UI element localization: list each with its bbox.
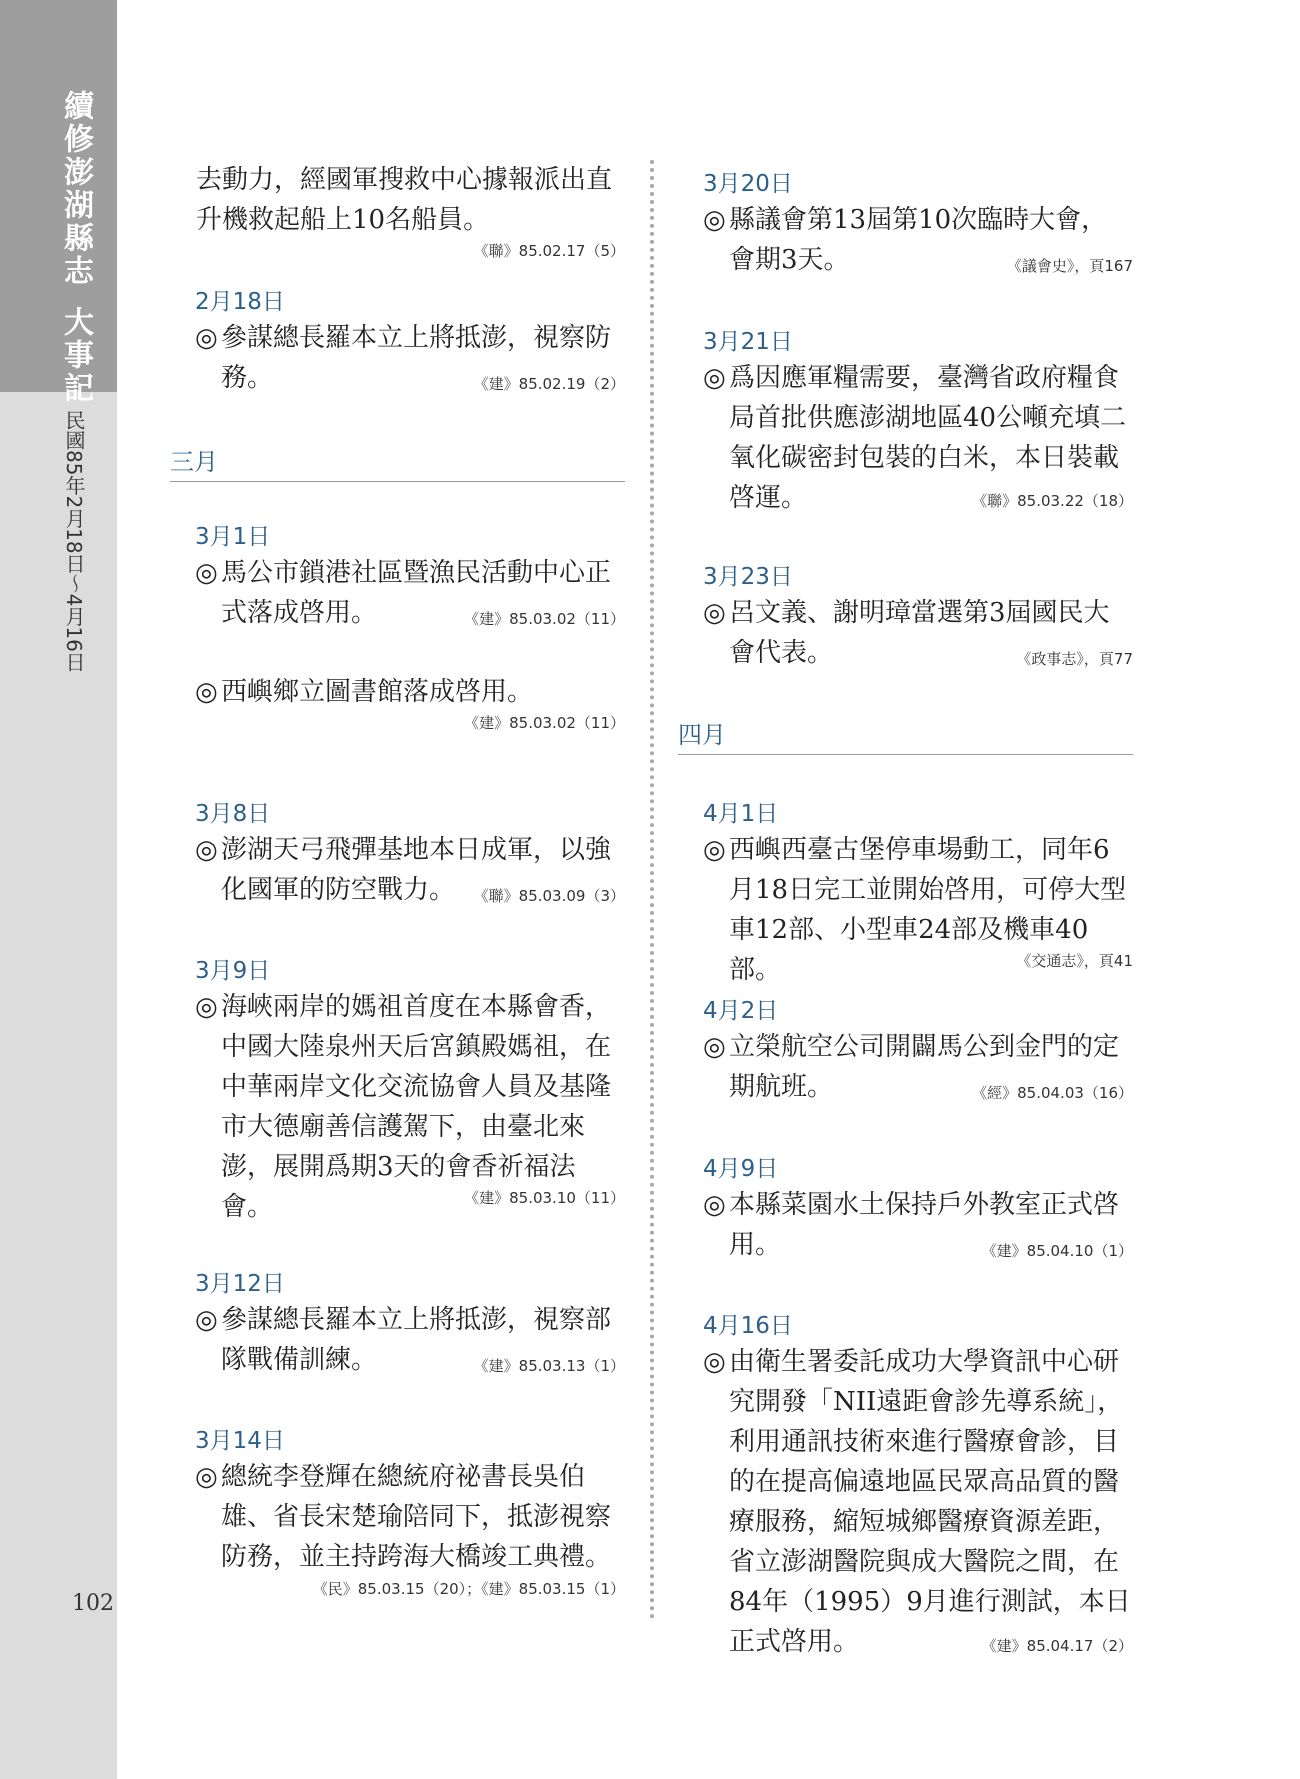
entry	[195, 1457, 625, 1577]
entry-bullet-icon: ◎	[195, 323, 218, 353]
page-number: 102	[72, 1591, 114, 1616]
entry-text: 本縣菜園水土保持戶外教室正式啓用。	[729, 1190, 1120, 1260]
entry-bullet-icon: ◎	[703, 1032, 726, 1062]
entry-source: 《民》85.03.15（20）；《建》85.03.15（1）	[312, 1580, 625, 1598]
entry-bullet-icon: ◎	[703, 835, 726, 865]
entry-source: 《建》85.02.19（2）	[473, 375, 625, 393]
entry-bullet-icon: ◎	[195, 1305, 218, 1335]
entry-text: 參謀總長羅本立上將抵澎，視察部隊戰備訓練。	[221, 1305, 612, 1375]
entry-text: 縣議會第13屆第10次臨時大會，會期3天。	[729, 205, 1108, 275]
month-heading: 四月	[678, 715, 1133, 755]
date-range: 民國85年2月18日～4月16日	[62, 410, 86, 672]
entry-text: 西嶼西臺古堡停車場動工，同年6月18日完工並開始啓用，可停大型車12部、小型車24部及機車40部。	[729, 835, 1127, 985]
entry-bullet-icon: ◎	[703, 363, 726, 393]
entry-date: 3月1日	[195, 524, 271, 550]
entry-source: 《建》85.03.02（11）	[464, 610, 625, 628]
entry-date: 3月9日	[195, 958, 271, 984]
entry-source: 《建》85.03.02（11）	[464, 714, 625, 732]
entry-text: 參謀總長羅本立上將抵澎，視察防務。	[221, 323, 612, 393]
entry-source: 《聯》85.02.17（5）	[473, 242, 625, 260]
entry-source: 《經》85.04.03（16）	[972, 1084, 1133, 1102]
entry-text: 去動力，經國軍搜救中心據報派出直升機救起船上10名船員。	[196, 165, 613, 235]
entry-source: 《政事志》，頁77	[1016, 650, 1133, 668]
entry-date: 3月20日	[703, 171, 793, 197]
entry-date: 3月21日	[703, 329, 793, 355]
entry-text: 海峽兩岸的媽祖首度在本縣會香，中國大陸泉州天后宮鎮殿媽祖，在中華兩岸文化交流協會人員及基隆市大德廟善信護駕下，由臺北來澎，展開爲期3天的會香祈福法會。	[221, 992, 612, 1222]
entry	[195, 672, 625, 712]
entry-source: 《建》85.03.10（11）	[464, 1189, 625, 1207]
column-divider	[650, 160, 654, 1620]
entry-text: 立榮航空公司開闢馬公到金門的定期航班。	[729, 1032, 1120, 1102]
entry-date: 3月12日	[195, 1271, 285, 1297]
entry-text: 馬公市鎖港社區暨漁民活動中心正式落成啓用。	[221, 558, 612, 628]
entry-text: 西嶼鄉立圖書館落成啓用。	[221, 677, 534, 707]
entry-source: 《聯》85.03.22（18）	[972, 492, 1133, 510]
entry-text: 總統李登輝在總統府祕書長吳伯雄、省長宋楚瑜陪同下，抵澎視察防務，並主持跨海大橋竣工典禮。	[221, 1462, 612, 1572]
book-title	[58, 90, 93, 405]
entry-bullet-icon: ◎	[703, 598, 726, 628]
entry-bullet-icon: ◎	[703, 1190, 726, 1220]
entry-date: 4月16日	[703, 1313, 793, 1339]
entry-text: 由衛生署委託成功大學資訊中心研究開發「NII遠距會診先導系統」，利用通訊技術來進行醫療會診，目的在提高偏遠地區民眾高品質的醫療服務，縮短城鄉醫療資源差距，省立澎湖醫院與成大醫院之間，在84年（1995）9月進行測試，本日正式啓用。	[729, 1347, 1131, 1657]
entry	[703, 1342, 1133, 1662]
entry-bullet-icon: ◎	[195, 1462, 218, 1492]
entry-date: 3月14日	[195, 1428, 285, 1454]
month-heading: 三月	[170, 442, 625, 482]
section-title-text: 大事記	[58, 306, 93, 405]
entry-text: 呂文義、謝明璋當選第3屆國民大會代表。	[729, 598, 1110, 668]
entry-bullet-icon: ◎	[703, 205, 726, 235]
entry-source: 《建》85.04.17（2）	[981, 1637, 1133, 1655]
entry-continued	[170, 160, 625, 240]
entry-bullet-icon: ◎	[195, 558, 218, 588]
entry-source: 《建》85.04.10（1）	[981, 1242, 1133, 1260]
entry-date: 4月9日	[703, 1156, 779, 1182]
entry-date: 3月23日	[703, 564, 793, 590]
entry-date: 4月2日	[703, 998, 779, 1024]
entry-bullet-icon: ◎	[195, 992, 218, 1022]
entry-bullet-icon: ◎	[703, 1347, 726, 1377]
sidebar	[0, 0, 117, 1779]
entry-source: 《聯》85.03.09（3）	[473, 887, 625, 905]
entry-bullet-icon: ◎	[195, 835, 218, 865]
entry-text: 爲因應軍糧需要，臺灣省政府糧食局首批供應澎湖地區40公噸充填二氧化碳密封包裝的白米，本日裝載啓運。	[729, 363, 1127, 513]
entry-source: 《交通志》，頁41	[1016, 952, 1133, 970]
entry-date: 4月1日	[703, 801, 779, 827]
book-title-text: 續修澎湖縣志	[58, 90, 93, 288]
entry-source: 《建》85.03.13（1）	[473, 1357, 625, 1375]
entry-date: 2月18日	[195, 289, 285, 315]
entry-source: 《議會史》，頁167	[1006, 257, 1133, 275]
entry-date: 3月8日	[195, 801, 271, 827]
entry-bullet-icon: ◎	[195, 677, 218, 707]
entry-text: 澎湖天弓飛彈基地本日成軍，以強化國軍的防空戰力。	[221, 835, 612, 905]
